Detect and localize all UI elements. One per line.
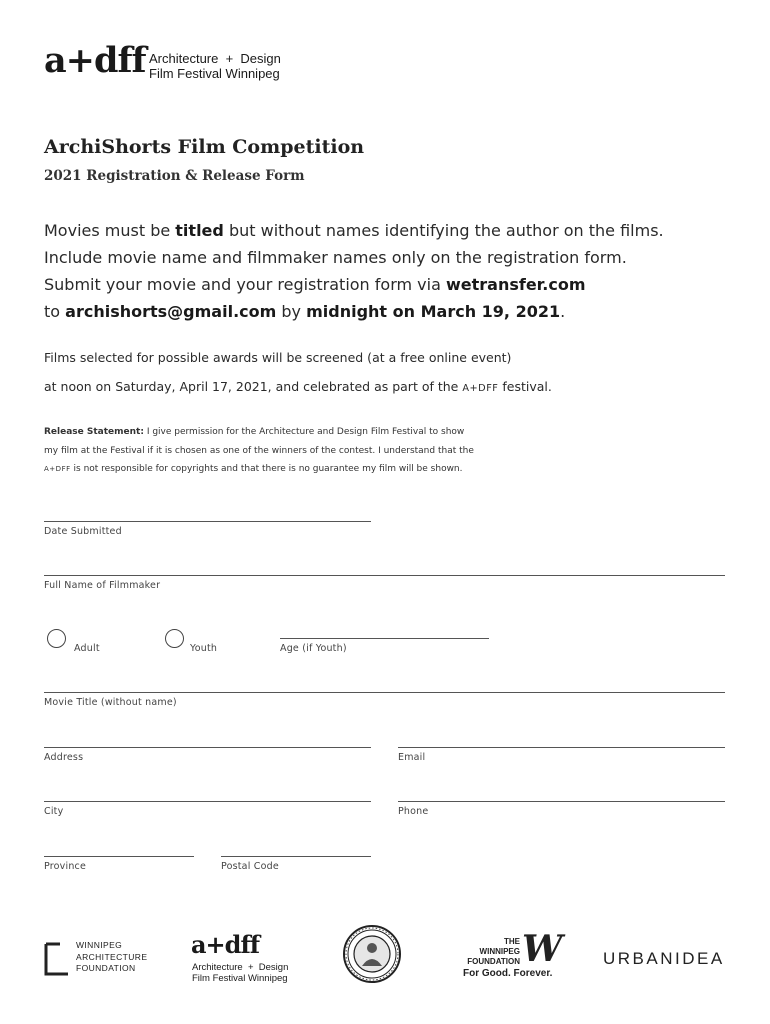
province-field[interactable]	[44, 856, 194, 857]
header-logo-line2: Film Festival Winnipeg	[149, 65, 280, 81]
address-label: Address	[44, 752, 84, 763]
twf-line1: THE	[504, 937, 520, 946]
date-submitted-label: Date Submitted	[44, 526, 122, 537]
city-label: City	[44, 806, 64, 817]
waf-line2: ARCHITECTURE	[76, 951, 148, 962]
header-logo-line1: Architecture + Design	[149, 51, 281, 66]
adult-label: Adult	[74, 643, 100, 654]
movie-title-label: Movie Title (without name)	[44, 697, 177, 708]
screening-line-1: Films selected for possible awards will be screened (at a free online event)	[44, 350, 512, 365]
header-logo-text	[149, 52, 281, 82]
youth-label: Youth	[190, 643, 218, 654]
intro-line-4: to archishorts@gmail.com by midnight on March 19, 2021.	[44, 302, 566, 321]
release-label: Release Statement:	[44, 427, 144, 437]
intro-line-3: Submit your movie and your registration form via wetransfer.com	[44, 275, 586, 294]
release-line-3: A+DFF is not responsible for copyrights and that there is no guarantee my film will be shown.	[44, 464, 463, 474]
email-field[interactable]	[398, 747, 725, 748]
city-field[interactable]	[44, 801, 371, 802]
address-field[interactable]	[44, 747, 371, 748]
intro-line-1: Movies must be titled but without names identifying the author on the films.	[44, 221, 664, 240]
age-field[interactable]	[280, 638, 489, 639]
twf-tagline: For Good. Forever.	[463, 968, 553, 979]
twf-line2: WINNIPEG	[479, 947, 520, 956]
waf-logo	[44, 940, 154, 980]
form-title: ArchiShorts Film Competition	[44, 136, 365, 158]
date-submitted-field[interactable]	[44, 521, 371, 522]
footer-adff-mark: a+dff	[191, 930, 260, 959]
intro-paragraph	[44, 217, 734, 325]
screening-line-2: at noon on Saturday, April 17, 2021, and celebrated as part of the A+DFF festival.	[44, 379, 552, 394]
phone-label: Phone	[398, 806, 429, 817]
age-label: Age (if Youth)	[280, 643, 347, 654]
footer-adff-line1: Architecture + Design	[192, 962, 289, 973]
intro-line-2: Include movie name and filmmaker names only on the registration form.	[44, 248, 627, 267]
footer-adff-text	[192, 963, 288, 984]
adult-radio[interactable]	[47, 629, 66, 648]
youth-radio[interactable]	[165, 629, 184, 648]
twf-mark: W	[522, 928, 563, 970]
header-logo-mark: a+dff	[44, 40, 146, 81]
seal-logo-icon	[342, 924, 402, 984]
waf-line1: WINNIPEG	[76, 940, 123, 950]
deadline-text: midnight on March 19, 2021	[306, 302, 561, 321]
twf-logo	[456, 928, 563, 982]
intro-titled: titled	[175, 221, 224, 240]
release-line-1: Release Statement: I give permission for the Architecture and Design Film Festival to show	[44, 427, 465, 437]
movie-title-field[interactable]	[44, 692, 725, 693]
postal-code-field[interactable]	[221, 856, 371, 857]
phone-field[interactable]	[398, 801, 725, 802]
twf-line3: FOUNDATION	[467, 957, 520, 966]
postal-code-label: Postal Code	[221, 861, 279, 872]
waf-mark-icon	[44, 942, 70, 976]
province-label: Province	[44, 861, 87, 872]
email-link[interactable]: archishorts@gmail.com	[65, 302, 277, 321]
screening-paragraph	[44, 343, 744, 403]
waf-line3: FOUNDATION	[76, 963, 136, 973]
urbanidea-logo: URBANIDEA	[603, 949, 725, 968]
release-line-2: my film at the Festival if it is chosen as one of the winners of the contest. I understand that the	[44, 445, 474, 456]
email-label: Email	[398, 752, 426, 763]
full-name-label: Full Name of Filmmaker	[44, 580, 161, 591]
full-name-field[interactable]	[44, 575, 725, 576]
wetransfer-link[interactable]: wetransfer.com	[445, 275, 586, 294]
footer-adff-line2: Film Festival Winnipeg	[192, 972, 288, 984]
release-statement	[44, 423, 744, 479]
form-subtitle: 2021 Registration & Release Form	[44, 168, 305, 184]
